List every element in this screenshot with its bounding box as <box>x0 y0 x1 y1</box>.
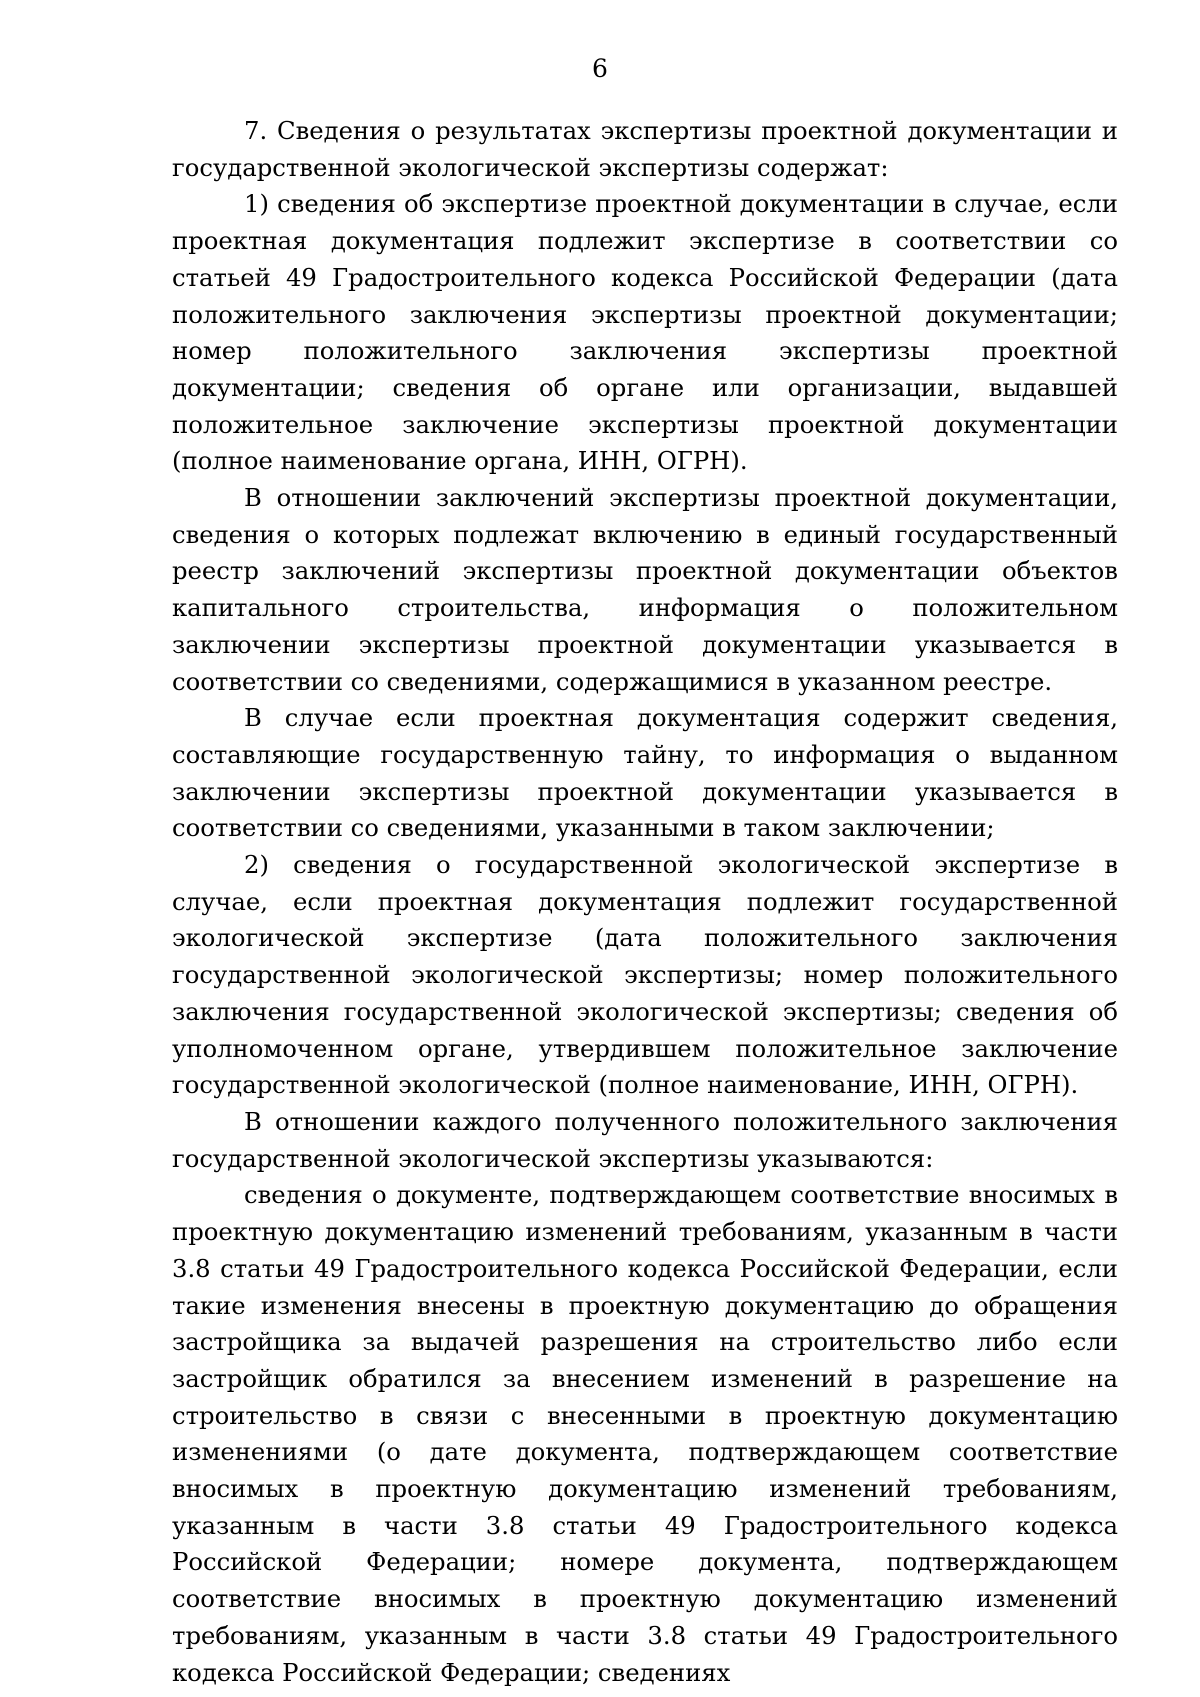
paragraph-document-info: сведения о документе, подтверждающем соответствие вносимых в проектную документацию изменений требованиям, указанным в части 3.8 статьи 49 Градостроительного кодекса Российской Федерации, если такие изменения внесены в проектную документацию до обращения застройщика за выдачей разрешения на строительство либо если застройщик обратился за внесением изменений в разрешение на строительство в связи с внесенными в проектную документацию изменениями (о дате документа, подтверждающем соответствие вносимых в проектную документацию изменений требованиям, указанным в части 3.8 статьи 49 Градостроительного кодекса Российской Федерации; номере документа, подтверждающем соответствие вносимых в проектную документацию изменений требованиям, указанным в части 3.8 статьи 49 Градостроительного кодекса Российской Федерации; сведениях <box>172 1180 1118 1687</box>
paragraph-each-conclusion: В отношении каждого полученного положительного заключения государственной экологической экспертизы указываются: <box>172 1106 1118 1173</box>
paragraph-registry-note: В отношении заключений экспертизы проектной документации, сведения о которых подлежат включению в единый государственный реестр заключений экспертизы проектной документации объектов капитального строительства, информация о положительном заключении экспертизы проектной документации указывается в соответствии со сведениями, содержащимися в указанном реестре. <box>172 483 1118 696</box>
paragraph-state-secret-note: В случае если проектная документация содержит сведения, составляющие государственную тайну, то информация о выданном заключении экспертизы проектной документации указывается в соответствии со сведениями, указанными в таком заключении; <box>172 703 1118 843</box>
paragraph-item-7-heading: 7. Сведения о результатах экспертизы проектной документации и государственной экологической экспертизы содержат: <box>172 116 1118 182</box>
document-body <box>172 113 1118 1691</box>
paragraph-subitem-1: 1) сведения об экспертизе проектной документации в случае, если проектная документация подлежит экспертизе в соответствии со статьей 49 Градостроительного кодекса Российской Федерации (дата положительного заключения экспертизы проектной документации; номер положительного заключения экспертизы проектной документации; сведения об органе или организации, выдавшей положительное заключение экспертизы проектной документации (полное наименование органа, ИНН, ОГРН). <box>172 189 1118 476</box>
paragraph-subitem-2: 2) сведения о государственной экологической экспертизе в случае, если проектная документация подлежит государственной экологической экспертизе (дата положительного заключения государственной экологической экспертизы; номер положительного заключения государственной экологической экспертизы; сведения об уполномоченном органе, утвердившем положительное заключение государственной экологической (полное наименование, ИНН, ОГРН). <box>172 850 1118 1100</box>
page-number: 6 <box>592 54 608 83</box>
